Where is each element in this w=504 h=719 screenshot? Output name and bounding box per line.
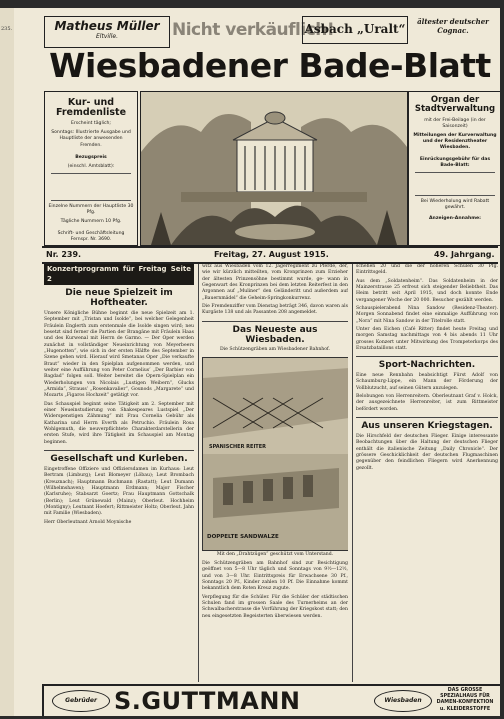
- panel-left-line: Schrift- und Geschäftsleitung Fernspr. Nr. 3690.: [57, 230, 125, 242]
- article-text: Belobungen von Herrenreitern. Oberleutnant Graf v. Holck, der ausgezeichnete Herrenreiter, ist zum Rittmeister befördert worden.: [356, 394, 498, 412]
- not-for-sale-label: Nicht verkäuflich!: [172, 20, 335, 40]
- issue-date: Freitag, 27. August 1915.: [214, 250, 329, 259]
- panel-right-line: Anzeigen-Annahme:: [429, 216, 481, 222]
- panel-left-line: Einzelne Nummern der Hauptliste 30 Pfg.: [48, 204, 134, 216]
- price-table: [51, 173, 131, 201]
- column-1: [44, 264, 194, 684]
- issue-number: Nr. 239.: [46, 250, 82, 259]
- kurhaus-illustration: [140, 91, 408, 246]
- article-text: witz aus Wiesbaden vom 12. Jägerregiment zu Pferde, der, wie wir kürzlich mitteilten, vom Kronprinzen zum Erzieher der ältesten Prinzensöhne bestimmt wurde, ge- wann in Gegenwart des Kronprinzen bei dem letzten Reiterfest in den Argonnen auf „Muliner“ den Geländeritt und außerdem auf „Bauernmädel“ die Geheim-Springkonkurrenz.: [202, 264, 348, 301]
- ad-cognac: ältester deutscher Cognac.: [417, 17, 489, 35]
- article-text: Das Schauspiel beginnt seine Tätigkeit am 2. September mit einer Neueinstudierung von Shakespeares Lustspiel „Der Widerspenstigen Zähmung“ mit Frau Cornelia Gebühr als Katharina und Herrn Everth als Petruchio. Fräulein Rosa Wohlgemuth, die neuverpflichtete Charakterdarstellerin der ersten Stufe, wird ihre Tätigkeit im Schauspiel am Montag beginnen.: [44, 401, 194, 445]
- ad-matheus-mueller: [44, 16, 170, 48]
- article-text: Unter den Eichen (Café Ritter) findet heute Freitag und morgen Samstag nachmittags von 4 bis abends 11 Uhr grosses Konzert unter Mitwirkung des Trompeterkorps des Ersatzbataillons statt.: [356, 326, 498, 351]
- photo-caption-sandwalze: DOPPELTE SANDWALZE: [207, 533, 279, 540]
- article-text: Verpflegung für die Schüler. Für die Schüler der städtischen Schulen fand im grossen Saale des Turnerheims an der Schwalbacherstrasse die Vorführung der Kriegskost statt; den neu eingesetzten Begeisterten überwiesen werden.: [202, 594, 348, 619]
- section-divider: [356, 417, 498, 418]
- panel-right-line: Mitteilungen der Kurverwaltung und der Residenztheater Wiesbaden.: [413, 133, 497, 151]
- article-text: Unsere Königliche Bühne beginnt die neue Spielzeit am 1. September mit „Tristan und Isolde“, bei welcher Gelegenheit Fräulein Englerth zum erstenmale die Isolde singen wird; neu besetzt sind ferner die Partien der Brangäne mit Fräulein Haas und des Kurwenal mit Herrn de Garmo. — Der Oper werden zunächst in vollständiger Neueinrichtung von Meyerbeers „Hugenotten“, wie sich in der ersten Hälfte des September in Szene gehen wird. Hierauf wird Smetanas Oper „Die verkaufte Braut“ wieder in den Spielplan aufgenommen werden, und weiter eine Aufführung von Peter Cornelius’ „Der Barbier von Bagdad“ folgen soll. Weiter bereitet die Opern-Spielplan ein Wiederholungen von Nicolais „Lustigen Weibern“, Glucks „Armida“, Strauss’ „Rosenkavalier“, Gounods „Margarete“ und Mozarts „Figaros Hochzeit“ getätigt vor.: [44, 311, 194, 399]
- panel-left-line: Sonntags: Illustrierte Ausgabe und Hauptliste der anwesenden Fremden.: [51, 130, 131, 148]
- article-text: Aus dem „Soldatenheim“. Das Soldatenheim in der Mainzerstrasse 25 erfreut sich steigender Beliebtheit. Das Heim betritt seit April 1915, und doch konnte Ende vergangener Woche der 20 000. Besucher gezählt werden.: [356, 278, 498, 303]
- article-heading: Das Neueste aus Wiesbaden.: [232, 324, 318, 345]
- article-heading: Gesellschaft und Kurleben.: [50, 453, 188, 464]
- article-heading: Aus unseren Kriegstagen.: [361, 421, 493, 432]
- concert-program-bar: Konzertprogramm für Freitag Seite 2: [44, 264, 194, 285]
- column-divider: [198, 264, 199, 682]
- article-heading: Sport-Nachrichten.: [378, 360, 476, 371]
- section-divider: [44, 450, 194, 451]
- panel-left-line: (einschl. Amtsblatt):: [67, 163, 115, 169]
- ad-guttmann: [42, 684, 500, 716]
- article-text: Schauspielerabend Nina Sandow (Residenz-Theater). Morgen Sonnabend findet eine einmalige Aufführung von „Nora“ mit Nina Sandow in der Titelrolle statt.: [356, 305, 498, 324]
- column-2: [202, 264, 348, 684]
- article-subheading: Die Schützengräben am Wiesbadener Bahnhof.: [219, 347, 331, 353]
- issue-year: 49. Jahrgang.: [434, 250, 495, 259]
- article-text: Eine neue Rennbahn beabsichtigt Fürst Adolf von Schaumburg-Lippe, ein Mann der Förderung der Vollblutzucht, auf seinen Gütern anzulegen.: [356, 373, 498, 391]
- adjacent-page-fragment: 235.: [1, 26, 13, 32]
- ad-guttmann-name: S.GUTTMANN: [114, 687, 301, 715]
- article-text: Die Fremdenziffer vom Dienstag beträgt 346, davon waren als Kurgäste 138 und als Passanten 208 angemeldet.: [202, 303, 348, 316]
- newspaper-page: [14, 8, 500, 716]
- article-text: schehen 20 und die der höheren Schulen 30 Pfg. Eintrittsgeld.: [356, 264, 498, 276]
- article-text: Eingetroffene Offiziere und Offiziersdamen im Kurhaus: Leut Bertram (Limburg); Leut Blomeyer (Löbau); Leut Brombach (Kreuznach); Hauptmann Buchmann (Rastatt); Leut Dumann (Wilhelmshaven); Hauptmann Erdmann; Major Fischer (Karlsruhe); Stabsarzt Goertz; Frau Hauptmann Gottschalk (Berlin); Leut Grünewald (Mainz); Oberleut. Hochheim (Montigny); Leutnant Hoefert; Rittmeister Holtz; Oberleut. Jahn mit Familie (Wiesbaden).: [44, 466, 194, 517]
- article-text: Die Schützengräben am Bahnhof sind zur Besichtigung geöffnet von 5—8 Uhr täglich und Sonntags von 9½—12½, und von 3—8 Uhr. Eintrittspreis für Erwachsene 30 Pf., Sonntags 20 Pf., Kinder zahlen 10 Pf. Die Einnahme kommt bekanntlich dem Roten Kreuz zugute.: [202, 561, 348, 592]
- rate-table: [415, 172, 495, 196]
- panel-right-line: Einrückungsgebühr für das Bade-Blatt:: [419, 156, 491, 168]
- article-text: Die Hirschfeld der deutschen Flieger. Einige interessante Beobachtungen über die Haltung der deutschen Flieger enthält die italienische Zeitung „Daily Chronicle“. Der grössere Geschicklichkeit der deutschen Flugmaschinen gegenüber den feindlichen Fliegern wird Anerkennung gezollt.: [356, 434, 498, 471]
- column-3: [356, 264, 498, 684]
- trench-photo: [202, 357, 348, 551]
- ad-asbach-uralt: [302, 16, 408, 44]
- adjacent-page-strip: [0, 8, 15, 716]
- article-text: Herr Oberleutnant Arnold Moynische: [44, 519, 132, 525]
- ad-matheus-mueller-place: Eltville.: [96, 33, 118, 40]
- panel-right-title: Organ der Stadtverwaltung: [414, 95, 496, 115]
- panel-right-line: mit der Frei-Beilage (in der Saisonzeit): [424, 117, 486, 129]
- masthead-title: Wiesbadener Bade-Blatt: [49, 46, 491, 85]
- issue-info-bar: [42, 246, 498, 264]
- photo-caption-spanischer-reiter: SPANISCHER REITER: [209, 443, 266, 450]
- panel-left-line: Tägliche Nummern 10 Pfg.: [60, 219, 122, 225]
- photo-caption: Mit den „Drahtzügen“ geschützt vom Unterstand.: [216, 551, 334, 557]
- panel-right-line: Bei Wiederholung wird Rabatt gewährt.: [420, 199, 490, 211]
- panel-left-title: Kur- und Fremdenliste: [55, 97, 127, 118]
- ad-asbach-uralt-text: Asbach „Uralt“: [304, 22, 406, 36]
- section-divider: [356, 356, 498, 357]
- section-divider: [202, 321, 348, 322]
- ad-guttmann-tagline: DAS GROSSE SPEZIALHAUS FÜR DAMEN-KONFEKTION u. KLEIDERSTOFFE: [436, 688, 494, 712]
- panel-left-line: Erscheint täglich;: [71, 120, 111, 126]
- kurhaus-drawing: [141, 92, 407, 245]
- ad-matheus-mueller-name: Matheus Müller: [54, 19, 160, 33]
- trench-drawing: [203, 358, 348, 550]
- panel-organ-stadtverwaltung: [408, 91, 500, 246]
- panel-kur-fremdenliste: [44, 91, 138, 246]
- ad-guttmann-right-oval: Wiesbaden: [374, 690, 432, 712]
- ad-guttmann-left-oval: Gebrüder: [52, 690, 110, 712]
- column-divider: [352, 264, 353, 682]
- panel-left-line: Bezugspreis: [75, 154, 107, 160]
- article-heading: Die neue Spielzeit im Hoftheater.: [65, 288, 173, 309]
